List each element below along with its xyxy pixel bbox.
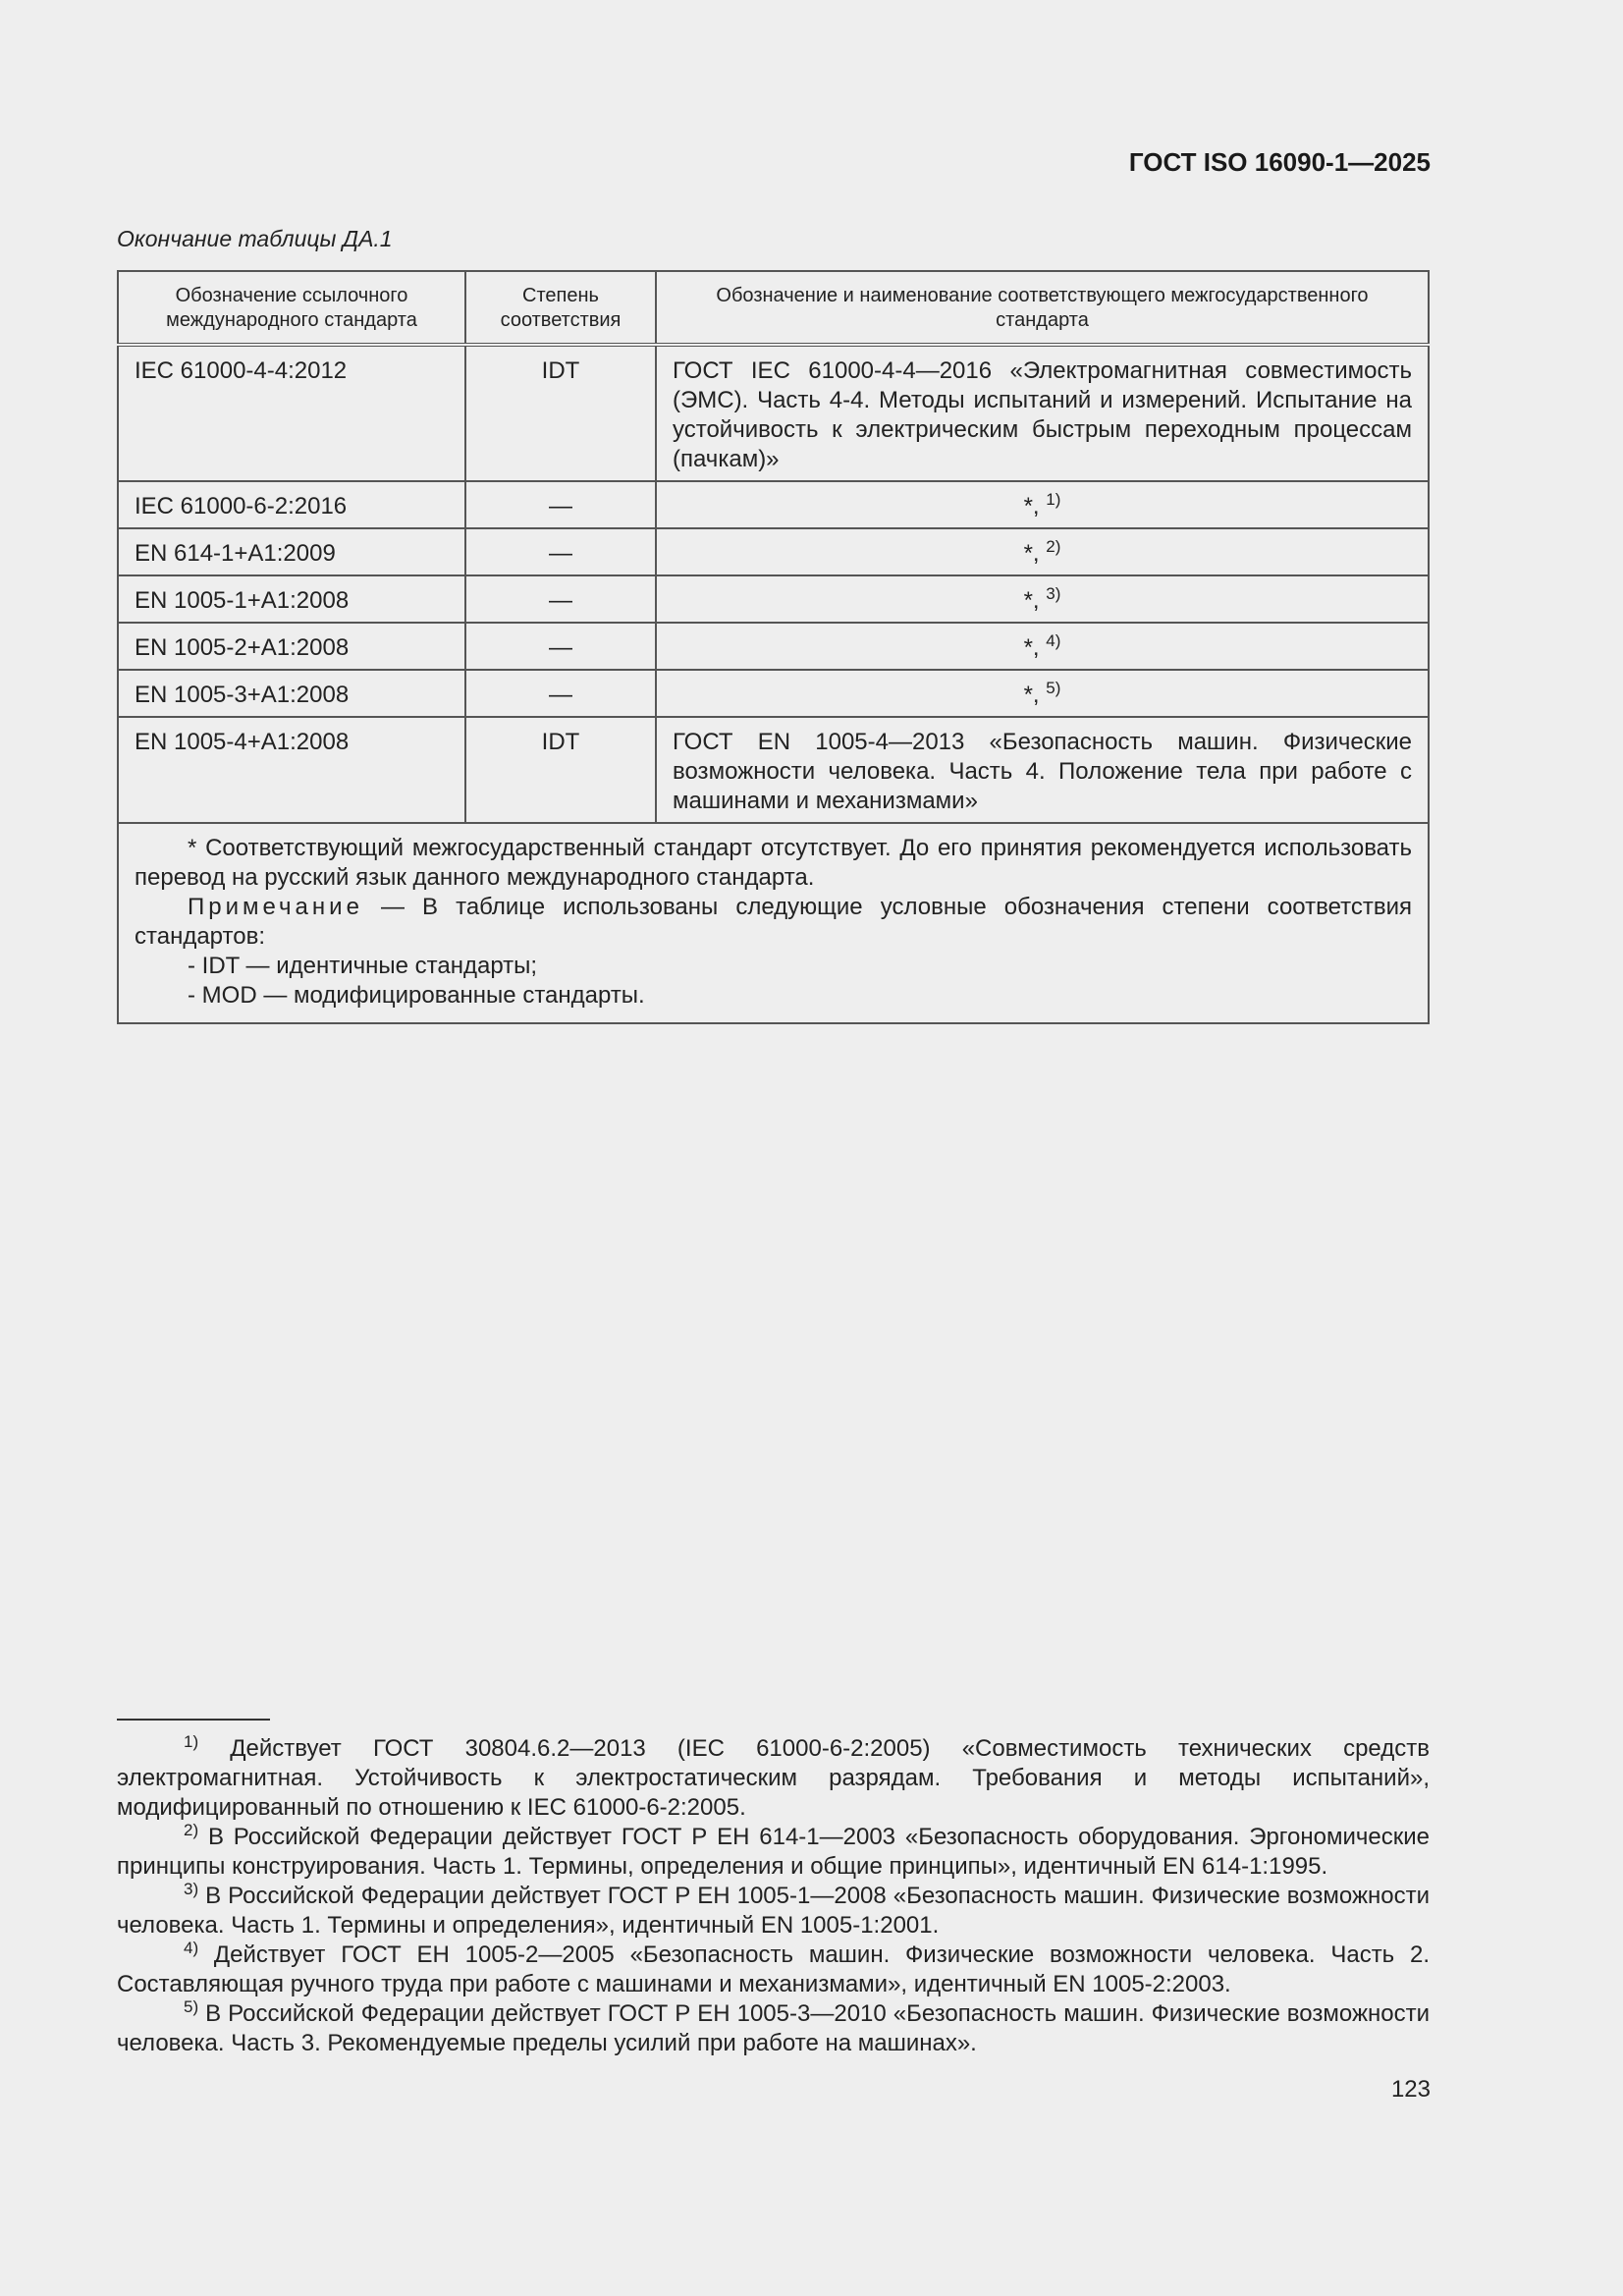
std-cell bbox=[656, 481, 1429, 528]
page-header: ГОСТ ISO 16090-1—2025 bbox=[1128, 147, 1431, 177]
std-cell bbox=[656, 623, 1429, 670]
footnotes bbox=[117, 1719, 1430, 2058]
table-note-row bbox=[118, 823, 1429, 1023]
header-degree: Степень соответствия bbox=[465, 271, 656, 345]
degree-cell: IDT bbox=[465, 717, 656, 823]
footnote-text: В Российской Федерации действует ГОСТ Р ЕН 614-1—2003 «Безопасность оборудования. Эргономические принципы конструирования. Часть 1. Термины, определения и общие принципы», идентичный EN 614-1:1995. bbox=[117, 1824, 1430, 1880]
standards-table bbox=[117, 270, 1430, 1024]
asterisk-note: * Соответствующий межгосударственный стандарт отсутствует. До его принятия рекомендуется использовать перевод на русский язык данного международного стандарта. bbox=[135, 835, 1412, 891]
legend-item: - IDT — идентичные стандарты; bbox=[188, 953, 538, 979]
footnote-divider bbox=[117, 1719, 270, 1721]
footnote-ref: 2) bbox=[1046, 537, 1061, 556]
std-cell: ГОСТ EN 1005-4—2013 «Безопасность машин. Физические возможности человека. Часть 4. Положение тела при работе с машинами и механизмами» bbox=[656, 717, 1429, 823]
ref-cell: EN 614-1+A1:2009 bbox=[118, 528, 465, 575]
footnote-text: В Российской Федерации действует ГОСТ Р ЕН 1005-3—2010 «Безопасность машин. Физические возможности человека. Часть 3. Рекомендуемые пределы усилий при работе на машинах». bbox=[117, 2000, 1430, 2056]
footnote-ref: 1) bbox=[1046, 490, 1061, 509]
header-ref-standard: Обозначение ссылочного международного стандарта bbox=[118, 271, 465, 345]
header-interstate-standard: Обозначение и наименование соответствующего межгосударственного стандарта bbox=[656, 271, 1429, 345]
asterisk-mark: *, bbox=[1023, 540, 1040, 567]
std-cell bbox=[656, 528, 1429, 575]
degree-cell: — bbox=[465, 481, 656, 528]
legend-item: - MOD — модифицированные стандарты. bbox=[188, 982, 645, 1009]
table-row bbox=[118, 623, 1429, 670]
remark-label: Примечание bbox=[188, 894, 363, 920]
table-row bbox=[118, 345, 1429, 481]
footnote bbox=[117, 1941, 1430, 1999]
asterisk-mark: *, bbox=[1023, 682, 1040, 708]
table-row bbox=[118, 528, 1429, 575]
footnote bbox=[117, 1823, 1430, 1882]
degree-cell: — bbox=[465, 528, 656, 575]
footnote bbox=[117, 1882, 1430, 1941]
asterisk-mark: *, bbox=[1023, 634, 1040, 661]
page-number: 123 bbox=[1390, 2076, 1431, 2103]
std-cell: ГОСТ IEC 61000-4-4—2016 «Электромагнитная совместимость (ЭМС). Часть 4-4. Методы испытаний и измерений. Испытание на устойчивость к электрическим быстрым переходным процессам (пачкам)» bbox=[656, 345, 1429, 481]
table-row bbox=[118, 670, 1429, 717]
table-note bbox=[118, 823, 1429, 1023]
asterisk-mark: *, bbox=[1023, 587, 1040, 614]
footnote-ref: 3) bbox=[1046, 584, 1061, 603]
table-header-row bbox=[118, 271, 1429, 345]
ref-cell: EN 1005-1+A1:2008 bbox=[118, 575, 465, 623]
ref-cell: EN 1005-2+A1:2008 bbox=[118, 623, 465, 670]
std-cell bbox=[656, 575, 1429, 623]
footnote-mark: 3) bbox=[184, 1880, 199, 1898]
degree-cell: — bbox=[465, 670, 656, 717]
footnote-mark: 1) bbox=[184, 1732, 199, 1751]
degree-cell: — bbox=[465, 575, 656, 623]
std-cell bbox=[656, 670, 1429, 717]
footnote-ref: 5) bbox=[1046, 679, 1061, 697]
degree-cell: — bbox=[465, 623, 656, 670]
footnote-text: Действует ГОСТ ЕН 1005-2—2005 «Безопасность машин. Физические возможности человека. Часть 2. Составляющая ручного труда при работе с машинами и механизмами», идентичный EN 1005-2:2003. bbox=[117, 1941, 1430, 1997]
table-row bbox=[118, 575, 1429, 623]
footnote-mark: 2) bbox=[184, 1821, 199, 1839]
footnote bbox=[117, 1999, 1430, 2058]
table-caption: Окончание таблицы ДА.1 bbox=[117, 226, 393, 251]
ref-cell: IEC 61000-4-4:2012 bbox=[118, 345, 465, 481]
footnote-text: В Российской Федерации действует ГОСТ Р ЕН 1005-1—2008 «Безопасность машин. Физические возможности человека. Часть 1. Термины и определения», идентичный EN 1005-1:2001. bbox=[117, 1883, 1430, 1939]
table-row bbox=[118, 717, 1429, 823]
ref-cell: EN 1005-4+A1:2008 bbox=[118, 717, 465, 823]
remark bbox=[135, 893, 1412, 952]
asterisk-mark: *, bbox=[1023, 493, 1040, 519]
ref-cell: EN 1005-3+A1:2008 bbox=[118, 670, 465, 717]
footnote-mark: 4) bbox=[184, 1939, 199, 1957]
table-row bbox=[118, 481, 1429, 528]
footnote-mark: 5) bbox=[184, 1997, 199, 2016]
ref-cell: IEC 61000-6-2:2016 bbox=[118, 481, 465, 528]
footnote-text: Действует ГОСТ 30804.6.2—2013 (IEC 61000-6-2:2005) «Совместимость технических средств электромагнитная. Устойчивость к электростатическим разрядам. Требования и методы испытаний», модифицированный по отношению к IEC 61000-6-2:2005. bbox=[117, 1735, 1430, 1821]
footnote-ref: 4) bbox=[1046, 631, 1061, 650]
degree-cell: IDT bbox=[465, 345, 656, 481]
remark-text: — В таблице использованы следующие условные обозначения степени соответствия стандартов: bbox=[135, 894, 1412, 950]
footnote bbox=[117, 1734, 1430, 1823]
